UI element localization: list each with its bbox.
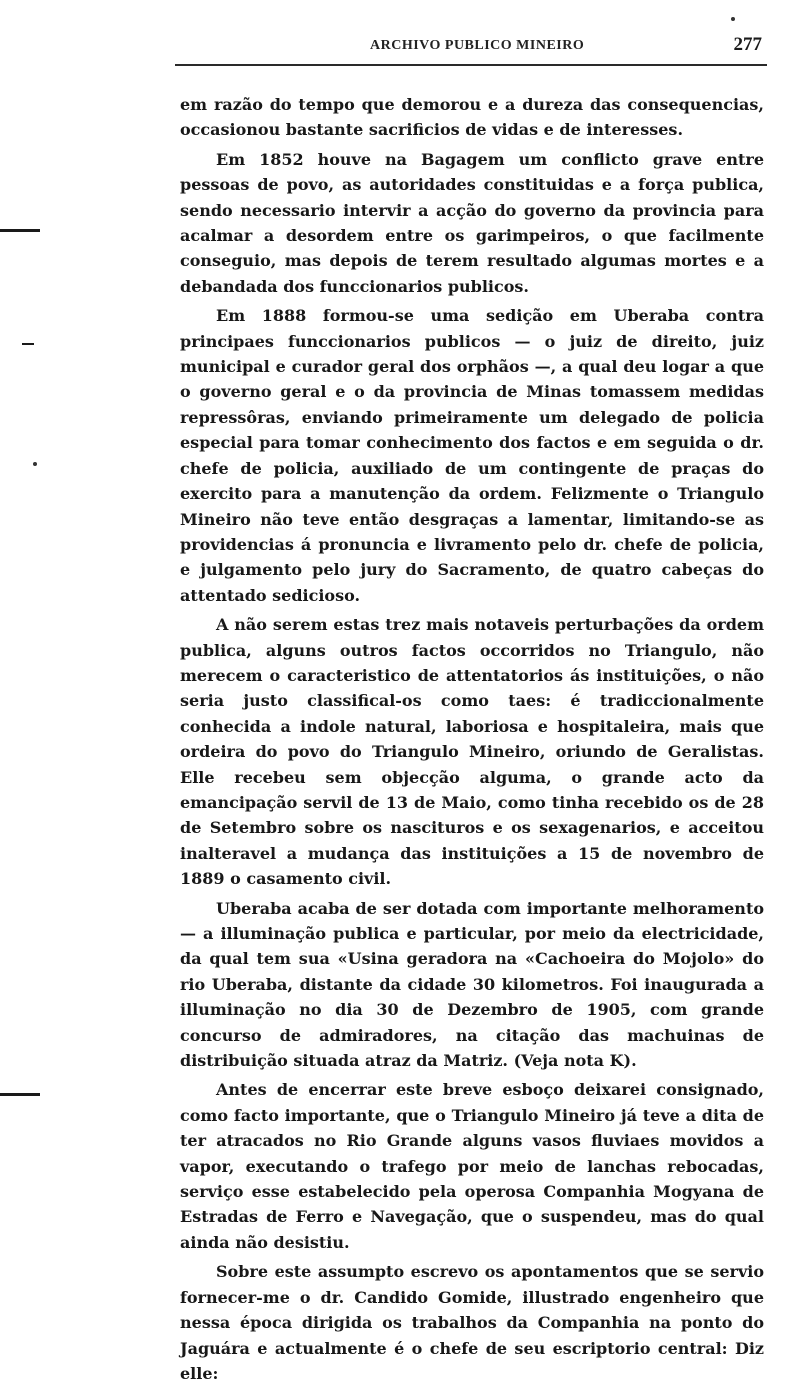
body-text xyxy=(180,92,764,1390)
margin-dot xyxy=(731,17,735,21)
paragraph: A não serem estas trez mais notaveis perturbações da ordem publica, alguns outros factos occorridos no Triangulo, não merecem o caracteristico de attentatorios ás instituições, o não seria justo classifical-os como taes: é tradiccionalmente conhecida a indole natural, laboriosa e hospitaleira, mais que ordeira do povo do Triangulo Mineiro, oriundo de Geralistas. Elle recebeu sem objecção alguma, o grande acto da emancipação servil de 13 de Maio, como tinha recebido os de 28 de Setembro sobre os nascituros e os sexagenarios, e acceitou inalteravel a mudança das instituições a 15 de novembro de 1889 o casamento civil. xyxy=(180,615,764,889)
page-number: 277 xyxy=(733,34,762,55)
paragraph: Sobre este assumpto escrevo os apontamentos que se servio fornecer-me o dr. Candido Gomide, illustrado engenheiro que nessa época dirigida os trabalhos da Companhia na ponto do Jaguára e actualmente é o chefe de seu escriptorio central: Diz elle: xyxy=(180,1262,764,1383)
running-head: ARCHIVO PUBLICO MINEIRO xyxy=(370,38,585,53)
paragraph: Uberaba acaba de ser dotada com importante melhoramento — a illuminação publica e particular, por meio da electricidade, da qual tem sua «Usina geradora na «Cachoeira do Mojolo» do rio Uberaba, distante da cidade 30 kilometros. Foi inaugurada a illuminação no dia 30 de Dezembro de 1905, com grande concurso de admiradores, na citação das machuinas de distribuição situada atraz da Matriz. (Veja nota K). xyxy=(180,898,764,1071)
paragraph: Antes de encerrar este breve esboço deixarei consignado, como facto importante, que o Triangulo Mineiro já teve a dita de ter atracados no Rio Grande alguns vasos fluviaes movidos a vapor, executando o trafego por meio de lanchas rebocadas, serviço esse estabelecido pela operosa Companhia Mogyana de Estradas de Ferro e Navegação, que o suspendeu, mas do qual ainda não desistiu. xyxy=(180,1080,764,1252)
paragraph: Em 1852 houve na Bagagem um conflicto grave entre pessoas de povo, as autoridades constituidas e a força publica, sendo necessario intervir a acção do governo da provincia para acalmar a desordem entre os garimpeiros, o que facilmente conseguio, mas depois de terem resultado algumas mortes e a debandada dos funccionarios publicos. xyxy=(180,149,764,296)
margin-dash-mark xyxy=(22,343,34,345)
header-rule xyxy=(175,64,767,66)
margin-dot xyxy=(33,462,37,466)
page-header xyxy=(180,34,768,60)
paragraph: em razão do tempo que demorou e a dureza das consequencias, occasionou bastante sacrificios de vidas e de interesses. xyxy=(180,95,764,140)
margin-binding-mark xyxy=(0,229,40,232)
margin-binding-mark xyxy=(0,1093,40,1096)
paragraph: Em 1888 formou-se uma sedição em Uberaba contra principaes funccionarios publicos — o juiz de direito, juiz municipal e curador geral dos orphãos —, a qual deu logar a que o governo geral e o da provincia de Minas tomassem medidas repressôras, enviando primeiramente um delegado de policia especial para tomar conhecimento dos factos e em seguida o dr. chefe de policia, auxiliado de um contingente de praças do exercito para a manutenção da ordem. Felizmente o Triangulo Mineiro não teve então desgraças a lamentar, limitando-se as providencias á pronuncia e livramento pelo dr. chefe de policia, e julgamento pelo jury do Sacramento, de quatro cabeças do attentado sedicioso. xyxy=(180,306,764,605)
